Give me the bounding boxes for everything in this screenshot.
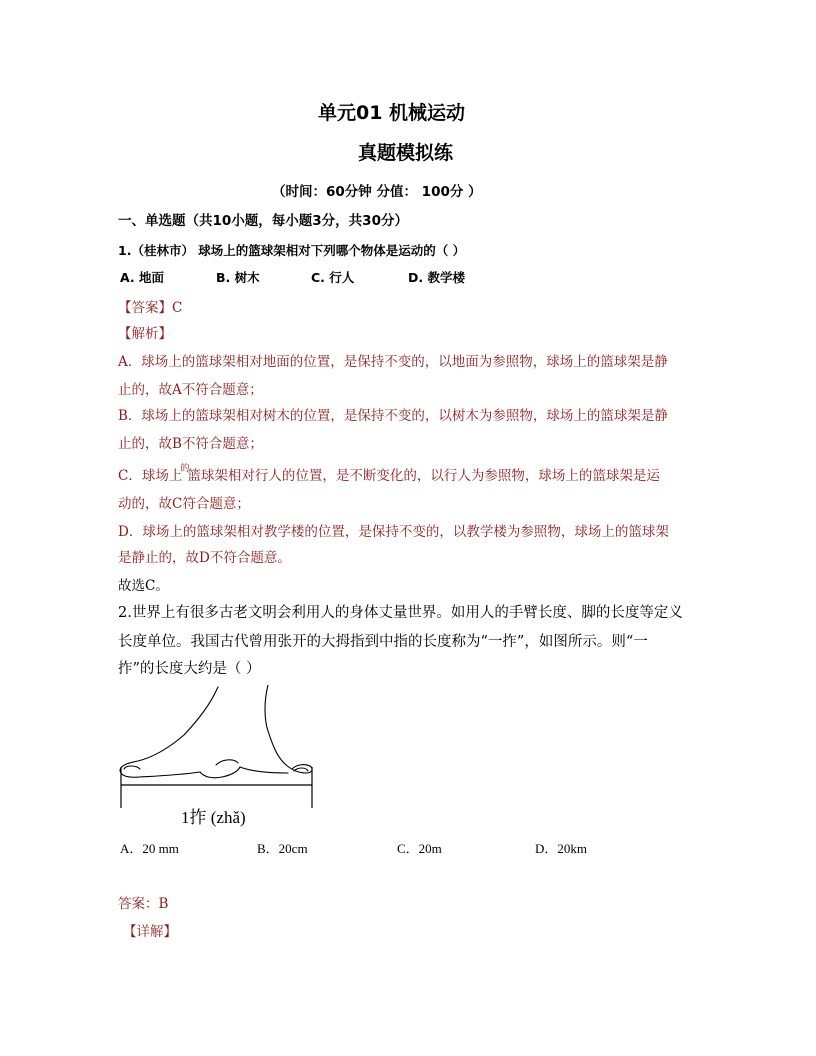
q1-c-sup: 的 [180, 464, 190, 474]
hand-span-figure [118, 685, 318, 825]
question-1-stem: 1.（桂林市） 球场上的篮球架相对下列哪个物体是运动的（ ） [118, 243, 466, 258]
exam-meta: （时间：60分钟 分值： 100分 ） [272, 184, 482, 200]
q1-analysis-line: 是静止的，故D不符合题意。 [118, 550, 291, 566]
q2-answer: 答案：B [118, 896, 169, 912]
document-subtitle: 真题模拟练 [358, 142, 454, 164]
q1-analysis-line: 止的，故B不符合题意； [118, 436, 263, 452]
q1-option-c: C. 行人 [311, 270, 355, 285]
q1-option-b: B. 树木 [216, 270, 260, 285]
q1-option-a: A. 地面 [120, 270, 165, 285]
q1-option-d: D. 教学楼 [408, 270, 465, 285]
figure-label: 1拃 (zhǎ) [181, 808, 246, 827]
question-2-stem-line: 长度单位。我国古代曾用张开的大拇指到中指的长度称为“一拃”，如图所示。则“一 [118, 634, 648, 650]
q1-analysis-label: 【解析】 [118, 326, 172, 342]
document-title: 单元01 机械运动 [318, 102, 466, 124]
q1-answer: 【答案】C [118, 300, 183, 316]
q1-analysis-line: 动的，故C符合题意； [118, 496, 250, 512]
q1-analysis-line [118, 464, 660, 484]
q2-option-a: A．20 mm [120, 841, 179, 856]
q1-c-prefix: C．球场上 [118, 468, 183, 484]
q1-analysis-line: A．球场上的篮球架相对地面的位置，是保持不变的，以地面为参照物，球场上的篮球架是静 [118, 354, 668, 370]
q2-detail-label: 【详解】 [123, 924, 177, 940]
question-2-stem-line: 拃”的长度大约是（ ） [118, 661, 261, 677]
q1-analysis-line: D．球场上的篮球架相对教学楼的位置，是保持不变的，以教学楼为参照物，球场上的篮球架 [118, 524, 669, 540]
q1-c-rest: 篮球架相对行人的位置，是不断变化的，以行人为参照物，球场上的篮球架是运 [187, 468, 660, 484]
question-2-stem-line: 2.世界上有很多古老文明会利用人的身体丈量世界。如用人的手臂长度、脚的长度等定义 [118, 605, 683, 621]
q1-conclusion: 故选C。 [118, 578, 169, 594]
q1-analysis-line: B．球场上的篮球架相对树木的位置，是保持不变的，以树木为参照物，球场上的篮球架是静 [118, 408, 668, 424]
q1-analysis-line: 止的，故A不符合题意； [118, 382, 263, 398]
q2-option-d: D．20km [535, 841, 588, 856]
q2-option-b: B．20cm [257, 841, 308, 856]
section-heading: 一、单选题（共10小题，每小题3分，共30分） [118, 213, 408, 229]
q2-option-c: C．20m [397, 841, 442, 856]
